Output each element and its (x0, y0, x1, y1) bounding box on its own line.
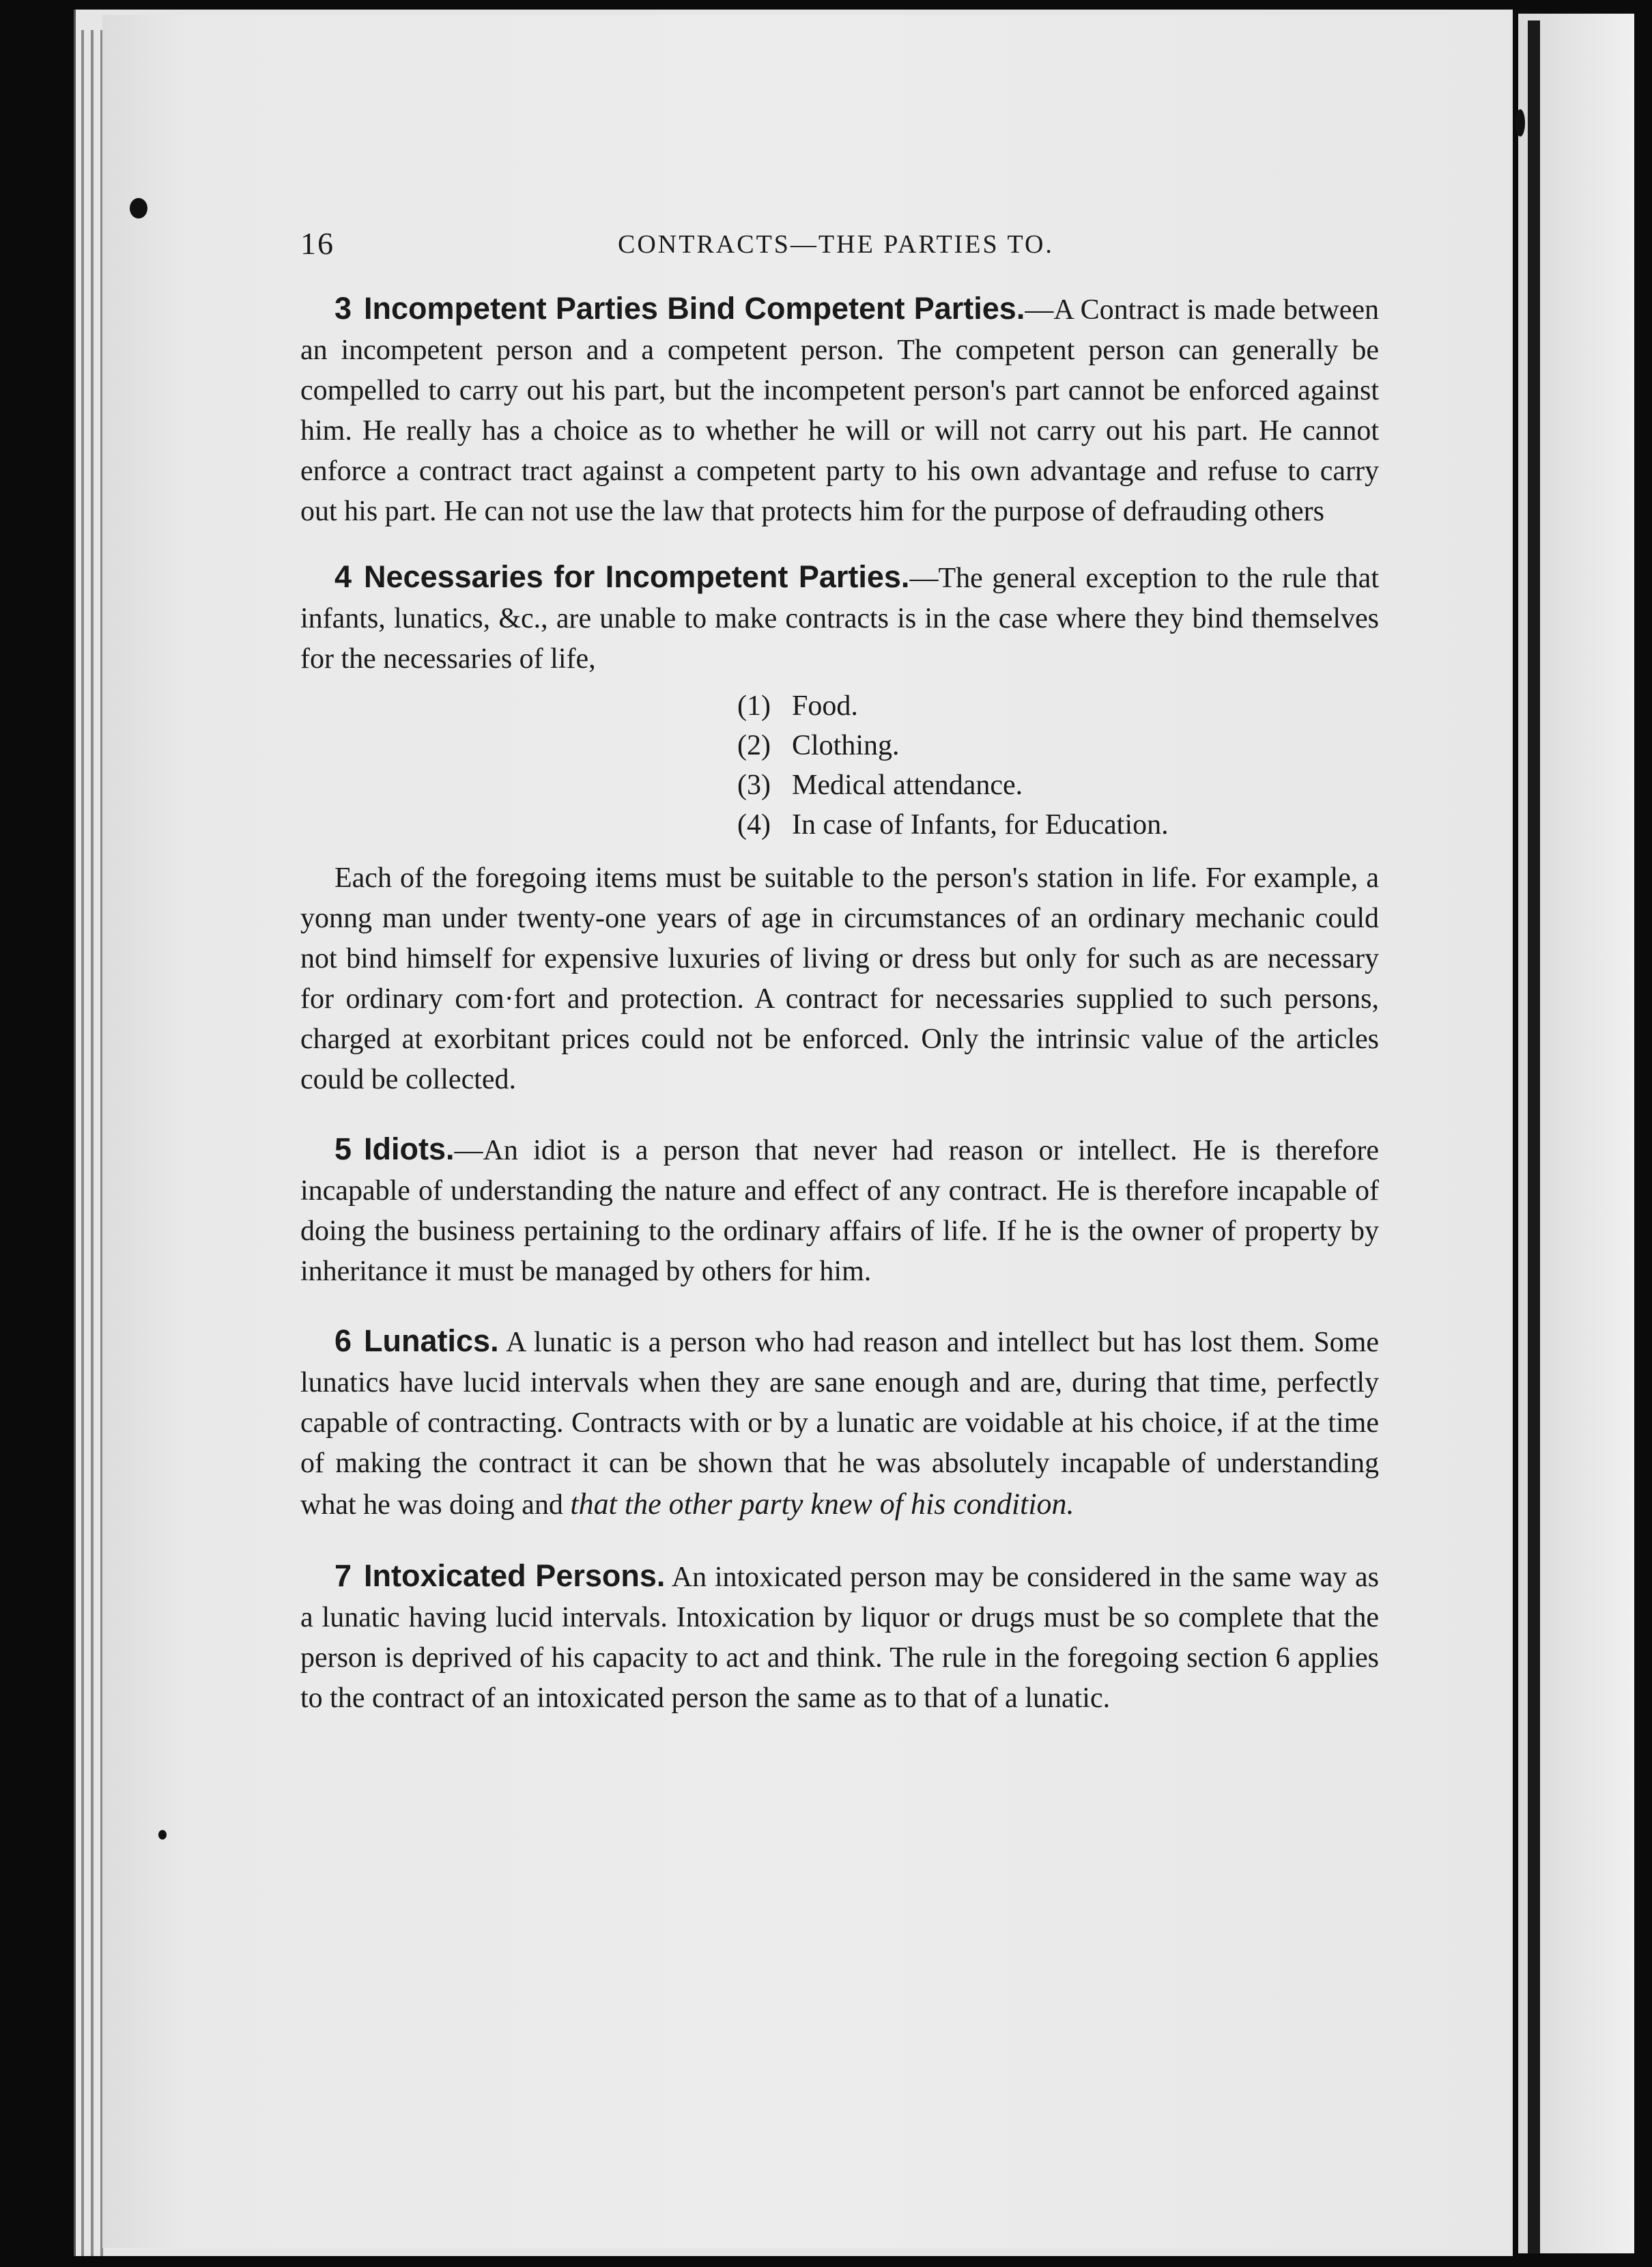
list-item-number: (3) (737, 770, 771, 801)
page-content (300, 212, 1379, 1719)
emphasized-text: that the other party knew of his condition. (570, 1487, 1074, 1521)
gutter-shadow (1528, 20, 1540, 2253)
section-body: —A Contract is made between an incompetent person and a competent person. The competent person can generally be compelled to carry out his part, but the incompetent person's part cannot be enforced against him. He really has a choice as to whether he will or will not carry out his part. He cannot enforce a contract tract against a competent party to his own advantage and refuse to carry out his part. He can not use the law that protects him for the purpose of defrauding others (300, 294, 1379, 527)
section-6 (300, 1321, 1379, 1525)
page-number: 16 (300, 226, 334, 261)
ink-speck (158, 1830, 167, 1840)
section-number: 6 (334, 1323, 352, 1358)
section-7 (300, 1555, 1379, 1719)
section-body: —The general exception to the rule that infants, lunatics, &c., are unable to make contracts is in the case where they bind themselves for the necessaries of life, (300, 563, 1379, 675)
section-5 (300, 1129, 1379, 1292)
section-4-continuation: Each of the foregoing items must be suitable to the person's station in life. For example, a yonng man under twenty-one years of age in circumstances of an ordinary mechanic could not bind himself for expensive luxuries of living or dress but only for such as are necessary for ordinary com·fort and protection. A contract for necessaries supplied to such persons, charged at exorbitant prices could not be enforced. Only the intrinsic value of the articles could be collected. (300, 862, 1379, 1095)
section-number: 5 (334, 1131, 352, 1166)
ink-speck (130, 198, 147, 219)
list-item (737, 726, 1379, 765)
section-body: A lunatic is a person who had reason and intellect but has lost them. Some lunatics have lucid intervals when they are sane enough and are, during that time, perfectly capable of contracting. Contracts with or by a lunatic are voidable at his choice, if at the time of making the contract it can be shown that he was absolutely incapable of understanding what he was doing and (300, 1327, 1379, 1521)
section-heading: Lunatics. (364, 1323, 499, 1358)
section-heading: Incompetent Parties Bind Competent Parties. (364, 291, 1025, 326)
list-item-text: Clothing. (792, 730, 900, 761)
page-edge (81, 30, 84, 2256)
section-number: 3 (334, 291, 352, 326)
list-item-number: (4) (737, 809, 771, 841)
list-item (737, 805, 1379, 845)
list-item-number: (1) (737, 690, 771, 722)
section-body: —An idiot is a person that never had reason or intellect. He is therefore incapable of understanding the nature and effect of any contract. He is therefore incapable of doing the business pertaining to the ordinary affairs of life. If he is the owner of property by inheritance it must be managed by others for him. (300, 1135, 1379, 1287)
running-title: CONTRACTS—THE PARTIES TO. (618, 230, 1054, 259)
section-number: 7 (334, 1558, 352, 1593)
list-item-number: (2) (737, 730, 771, 761)
section-number: 4 (334, 559, 352, 594)
necessaries-list (737, 686, 1379, 845)
section-body: An intoxicated person may be considered in the same way as a lunatic having lucid intervals. Intoxication by liquor or drugs must be so complete that the person is deprived of his capacity to act and think. The rule in the foregoing section 6 applies to the contract of an intoxicated person the same as to that of a lunatic. (300, 1562, 1379, 1714)
section-heading: Idiots. (364, 1131, 455, 1166)
ink-speck (1515, 109, 1525, 137)
list-item (737, 765, 1379, 805)
list-item-text: Medical attendance. (792, 770, 1023, 801)
section-heading: Intoxicated Persons. (364, 1558, 666, 1593)
section-4 (300, 557, 1379, 679)
list-item-text: Food. (792, 690, 858, 722)
page-edge (91, 30, 94, 2256)
list-item-text: In case of Infants, for Education. (792, 809, 1169, 841)
list-item (737, 686, 1379, 726)
running-head (300, 212, 1379, 259)
section-3 (300, 288, 1379, 532)
section-heading: Necessaries for Incompetent Parties. (364, 559, 910, 594)
